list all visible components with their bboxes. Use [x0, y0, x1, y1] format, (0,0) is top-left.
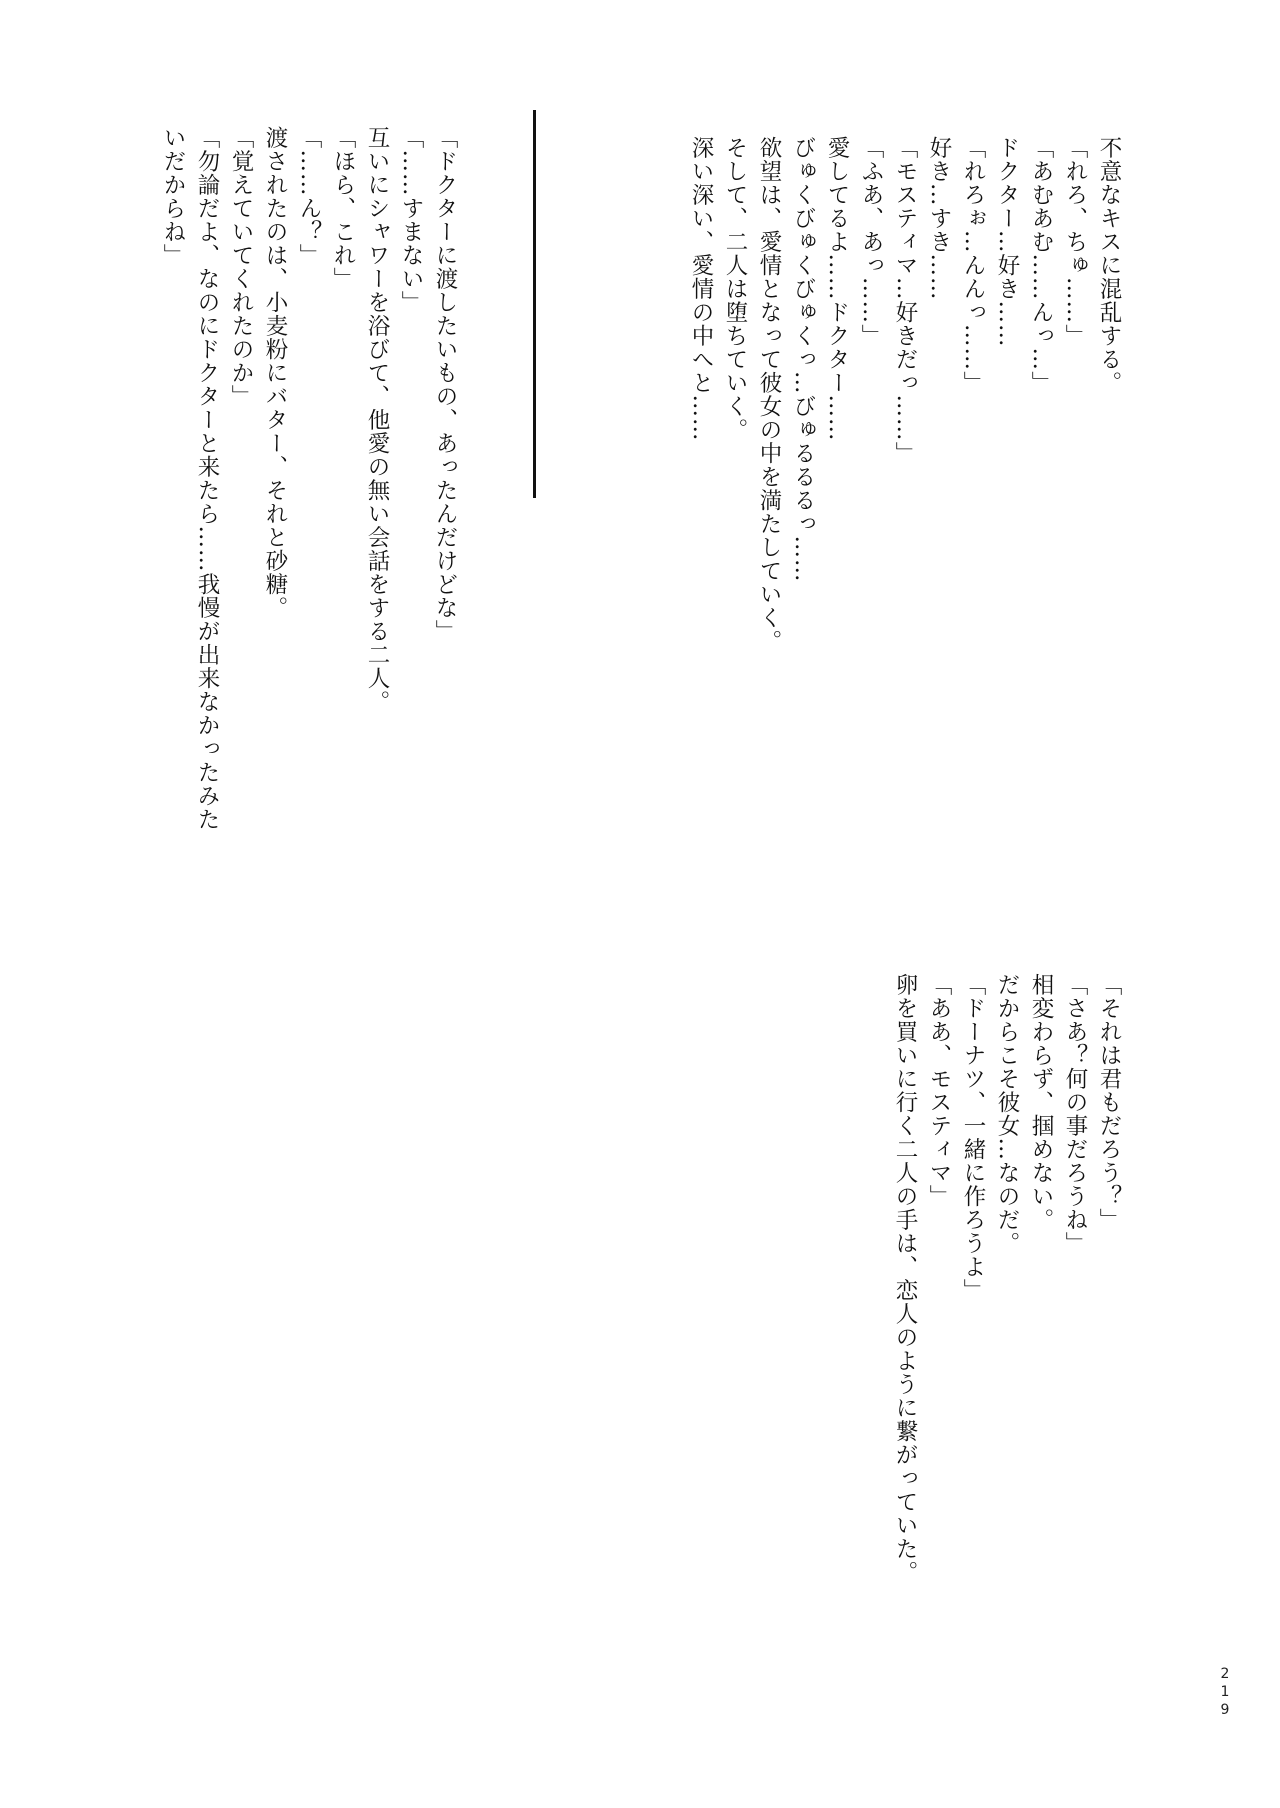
text-line: 卵を買いに行く二人の手は、恋人のように繋がっていた。	[892, 973, 918, 1584]
text-line: 「れろぉ…んんっ……」	[960, 136, 986, 395]
text-line: 不意なキスに混乱する。	[1096, 136, 1122, 395]
text-line: 「モスティマ…好きだっ……」	[892, 136, 918, 465]
text-line: 「ドーナツ、一緒に作ろうよ」	[960, 973, 986, 1302]
text-line: 「ああ、モスティマ」	[926, 973, 952, 1208]
text-line: 渡されたのは、小麦粉にバター、それと砂糖。	[262, 126, 288, 620]
text-line: 「さあ？何の事だろうね」	[1062, 973, 1088, 1255]
text-column-scene-1	[684, 136, 1126, 653]
text-line: ドクター…好き……	[994, 136, 1020, 348]
text-column-scene-3	[888, 973, 1126, 1584]
text-line: いだからね」	[160, 126, 186, 267]
text-line: 「……ん？」	[296, 126, 322, 267]
text-line: 「あむあむ……んっ…」	[1028, 136, 1054, 395]
text-line: 愛してるよ……ドクター……	[824, 136, 850, 442]
text-line: 「れろ、ちゅ……」	[1062, 136, 1088, 348]
text-line: びゅくびゅくびゅくっ…びゅるるるっ……	[790, 136, 816, 583]
text-line: 互いにシャワーを浴びて、他愛の無い会話をする二人。	[364, 126, 390, 714]
text-line: 好き…すき……	[926, 136, 952, 301]
text-line: 「それは君もだろう？」	[1096, 973, 1122, 1232]
text-line: 深い深い、愛情の中へと……	[688, 136, 714, 442]
text-line: 「……すまない」	[398, 126, 424, 314]
text-line: 「勿論だよ、なのにドクターと来たら……我慢が出来なかったみた	[194, 126, 220, 831]
text-line: だからこそ彼女…なのだ。	[994, 973, 1020, 1255]
page-number: 219	[1217, 1666, 1233, 1720]
text-line: 「ふあ、あっ……」	[858, 136, 884, 348]
text-column-scene-2	[156, 126, 462, 831]
text-line: 「覚えていてくれたのか」	[228, 126, 254, 408]
text-line: 相変わらず、掴めない。	[1028, 973, 1054, 1232]
text-line: 「ほら、これ」	[330, 126, 356, 291]
section-divider-rule	[533, 110, 536, 498]
text-line: 欲望は、愛情となって彼女の中を満たしていく。	[756, 136, 782, 653]
text-line: 「ドクターに渡したいもの、あったんだけどな」	[432, 126, 458, 643]
text-line: そして、二人は堕ちていく。	[722, 136, 748, 442]
